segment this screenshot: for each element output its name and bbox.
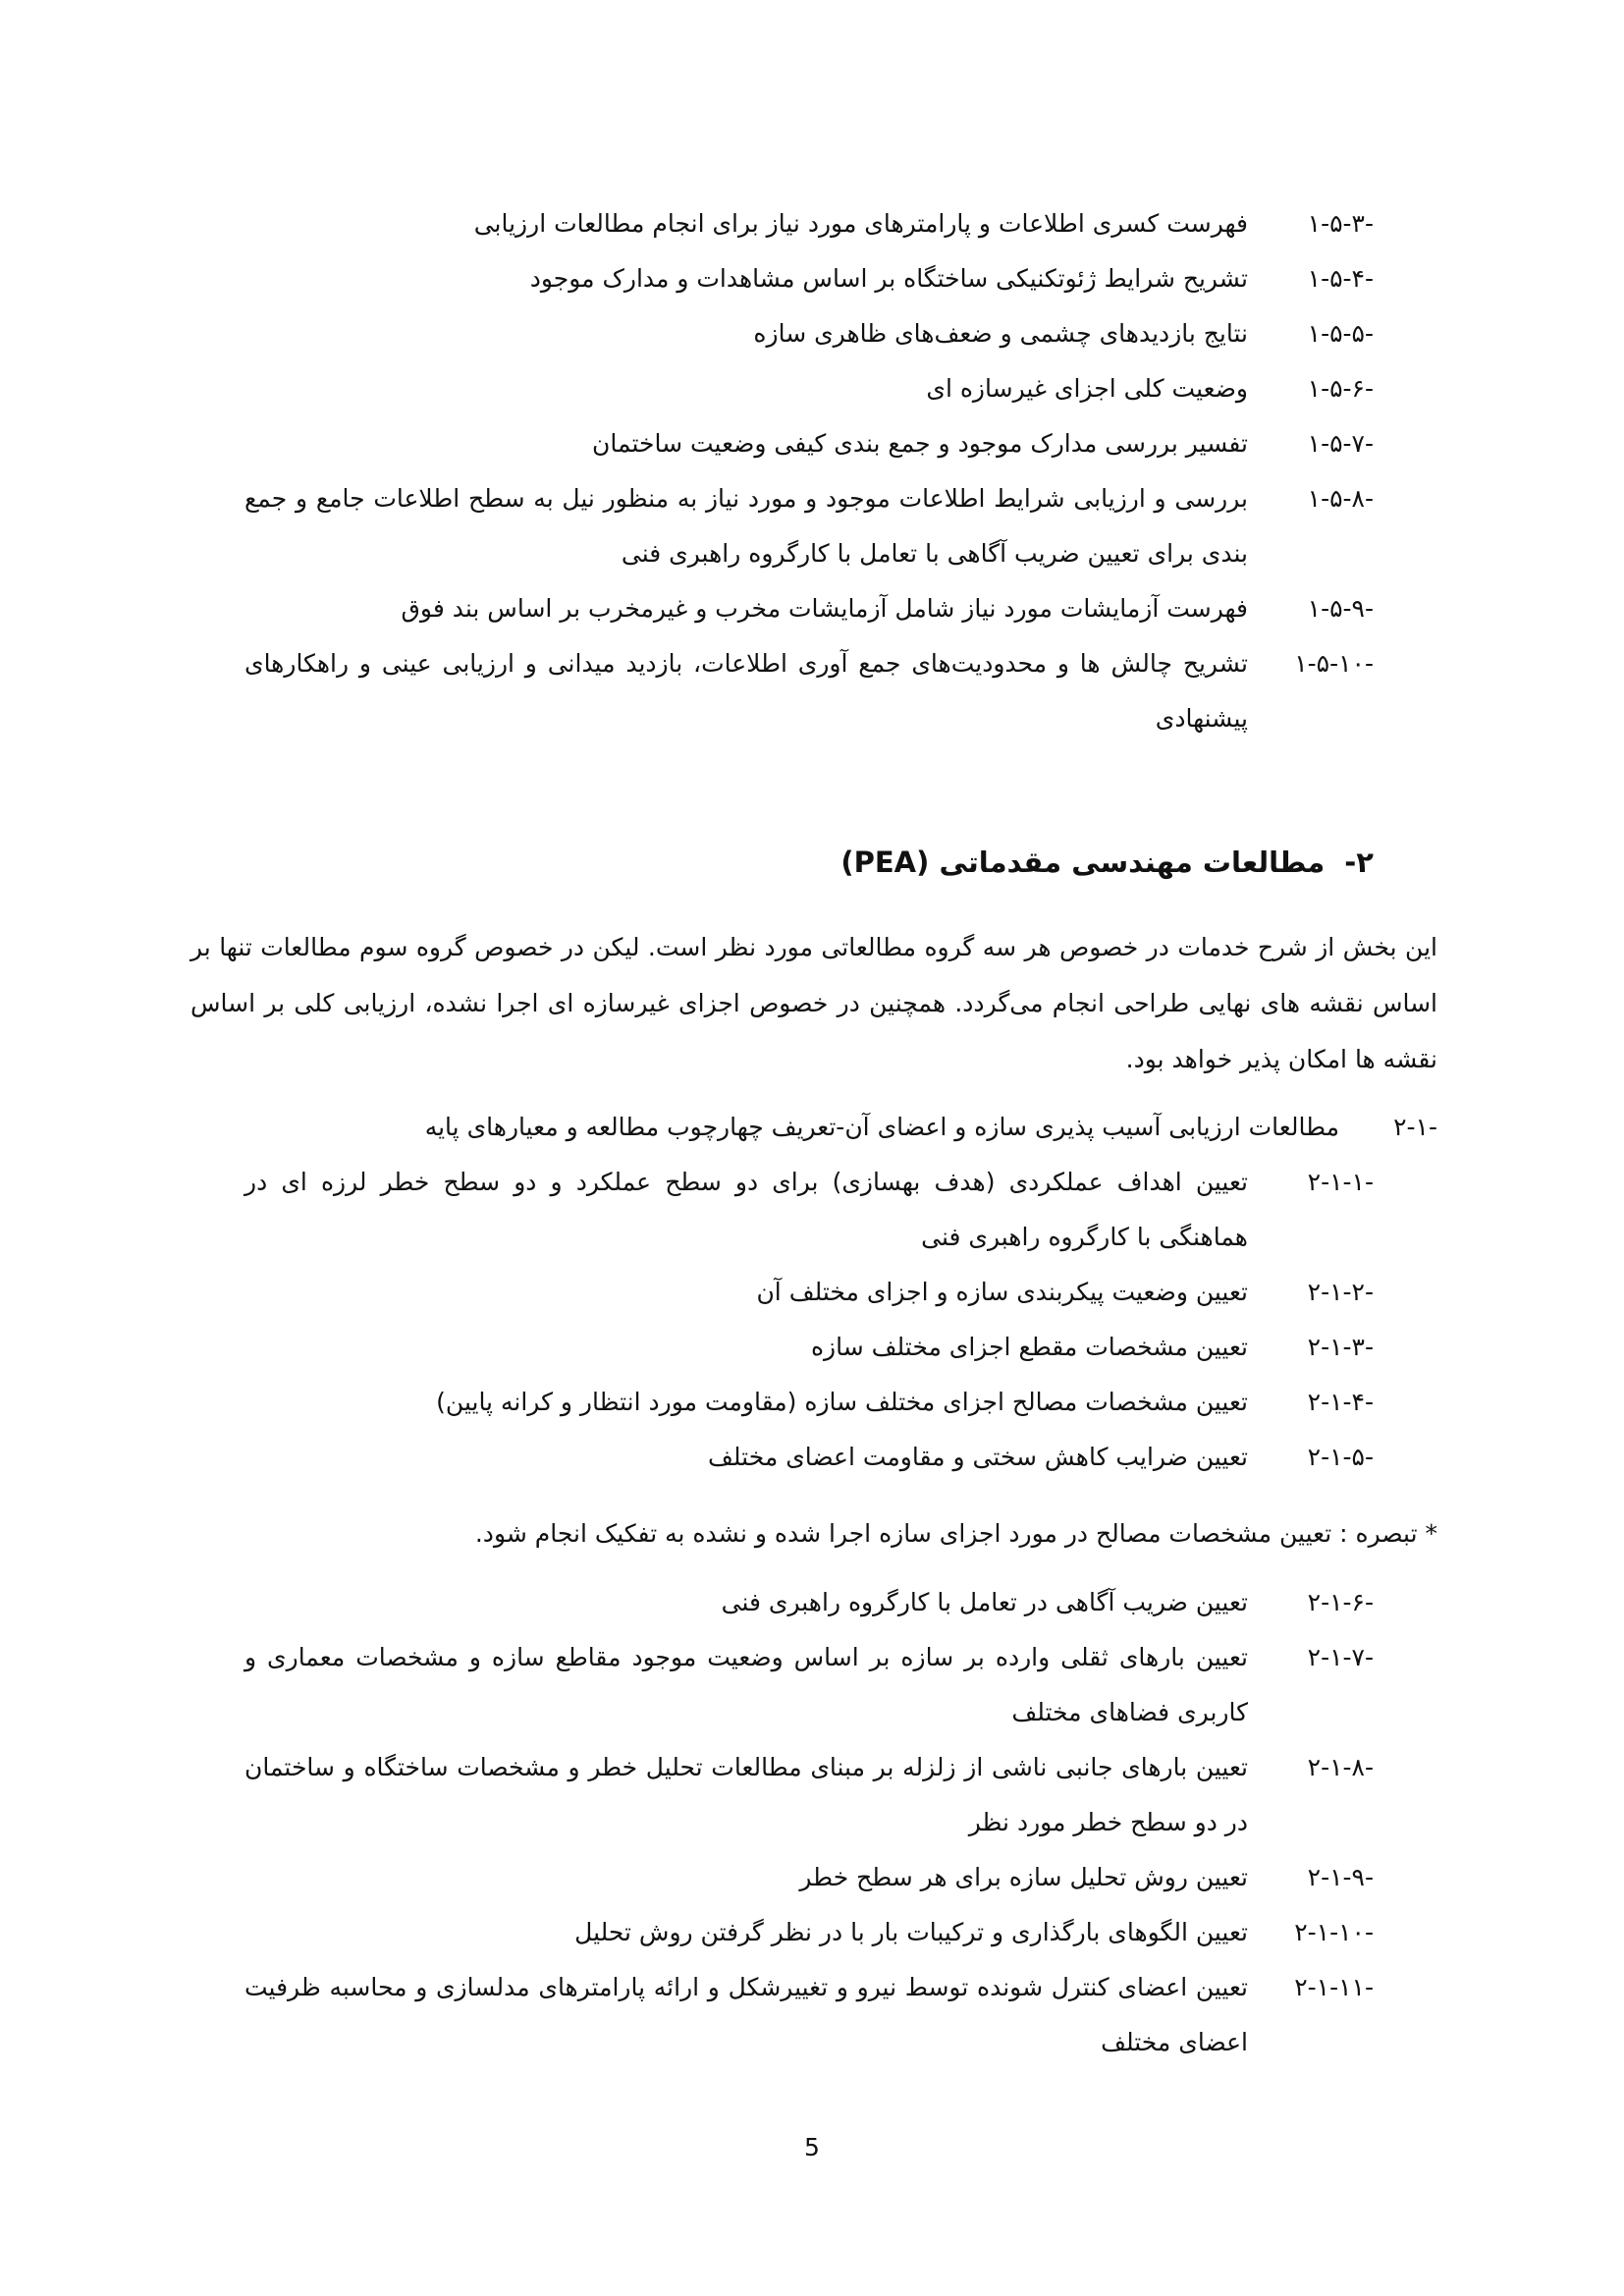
list-item-text: وضعیت کلی اجزای غیرسازه ای	[926, 374, 1248, 403]
list-1-5	[244, 196, 1374, 746]
list-item	[244, 1960, 1374, 2070]
list-item-number: ۱-۵-۱۰-	[1294, 649, 1374, 678]
note: * تبصره : تعیین مشخصات مصالح در مورد اجزای سازه اجرا شده و نشده به تفکیک انجام شود.	[474, 1519, 1437, 1548]
list-item-text: بررسی و ارزیابی شرایط اطلاعات موجود و مورد نیاز به منظور نیل به سطح اطلاعات جامع و جمع بندی برای تعیین ضریب آگاهی با تعامل با کارگروه راهبری فنی	[244, 484, 1248, 568]
list-item-number: ۱-۵-۵-	[1307, 319, 1374, 348]
list-item-text: فهرست آزمایشات مورد نیاز شامل آزمایشات مخرب و غیرمخرب بر اساس بند فوق	[401, 594, 1248, 623]
list-2-1-a	[244, 1155, 1374, 1485]
list-item	[244, 306, 1374, 361]
list-item-number: ۱-۵-۸-	[1307, 484, 1374, 513]
list-item-number: ۱-۵-۷-	[1307, 429, 1374, 458]
list-item	[244, 1375, 1374, 1430]
list-item-text: تعیین ضرایب کاهش سختی و مقاومت اعضای مختلف	[708, 1443, 1248, 1471]
list-item-text: تعیین مشخصات مقطع اجزای مختلف سازه	[810, 1333, 1248, 1361]
list-item-text: تعیین اعضای کنترل شونده توسط نیرو و تغییرشکل و ارائه پارامترهای مدلسازی و محاسبه ظرفیت اعضای مختلف	[244, 1973, 1248, 2056]
list-item-text: تشریح شرایط ژئوتکنیکی ساختگاه بر اساس مشاهدات و مدارک موجود	[529, 264, 1248, 293]
list-item-number: ۲-۱-۱۰-	[1294, 1918, 1374, 1946]
list-item-number: ۲-۱-۵-	[1307, 1443, 1374, 1471]
section-2-intro: این بخش از شرح خدمات در خصوص هر سه گروه مطالعاتی مورد نظر است. لیکن در خصوص گروه سوم مطالعات تنها بر اساس نقشه های نهایی طراحی انجام می‌گردد. همچنین در خصوص اجزای غیرسازه ای اجرا نشده، ارزیابی کلی بر اساس نقشه ها امکان پذیر خواهد بود.	[190, 933, 1437, 1073]
list-item	[244, 1905, 1374, 1960]
list-item-number: ۲-۱-۷-	[1307, 1643, 1374, 1671]
list-item-text: تفسیر بررسی مدارک موجود و جمع بندی کیفی وضعیت ساختمان	[592, 429, 1248, 458]
list-item-text: تعیین وضعیت پیکربندی سازه و اجزای مختلف آن	[756, 1278, 1248, 1306]
list-item-text: مطالعات ارزیابی آسیب پذیری سازه و اعضای آن-تعریف چهارچوب مطالعه و معیارهای پایه	[424, 1113, 1339, 1141]
list-item-text: تعیین بارهای جانبی ناشی از زلزله بر مبنای مطالعات تحلیل خطر و مشخصات ساختگاه و ساختمان در دو سطح خطر مورد نظر	[244, 1753, 1248, 1836]
section-2-number: ۲-	[1344, 846, 1374, 879]
list-item	[244, 251, 1374, 306]
list-item-number: ۲-۱-۲-	[1307, 1278, 1374, 1306]
list-item-number: ۲-۱-	[1393, 1113, 1437, 1141]
section-2-title: مطالعات مهندسی مقدماتی (PEA)	[840, 846, 1326, 879]
list-item-text: تعیین الگوهای بارگذاری و ترکیبات بار با در نظر گرفتن روش تحلیل	[574, 1918, 1248, 1946]
list-item-number: ۱-۵-۴-	[1307, 264, 1374, 293]
list-item-number: ۱-۵-۹-	[1307, 594, 1374, 623]
list-item-text: تعیین روش تحلیل سازه برای هر سطح خطر	[799, 1863, 1248, 1891]
list-item	[244, 1740, 1374, 1850]
list-item-text: تعیین مشخصات مصالح اجزای مختلف سازه (مقاومت مورد انتظار و کرانه پایین)	[436, 1388, 1248, 1416]
list-item	[244, 1575, 1374, 1630]
list-item	[244, 471, 1374, 581]
list-item-number: ۲-۱-۳-	[1307, 1333, 1374, 1361]
list-item	[244, 416, 1374, 471]
list-item-number: ۲-۱-۶-	[1307, 1588, 1374, 1616]
list-item	[244, 581, 1374, 636]
list-item	[244, 196, 1374, 251]
list-item	[244, 1630, 1374, 1740]
list-item-text: تشریح چالش ها و محدودیت‌های جمع آوری اطلاعات، بازدید میدانی و ارزیابی عینی و راهکارهای پیشنهادی	[244, 649, 1248, 733]
list-2-1-b	[244, 1575, 1374, 2070]
list-item	[244, 361, 1374, 416]
list-item-number: ۱-۵-۳-	[1307, 209, 1374, 238]
list-item-number: ۲-۱-۱۱-	[1294, 1973, 1374, 2001]
list-item	[244, 1430, 1374, 1485]
list-item-number: ۲-۱-۹-	[1307, 1863, 1374, 1891]
list-item-text: تعیین اهداف عملکردی (هدف بهسازی) برای دو سطح عملکرد و دو سطح خطر لرزه ای در هماهنگی با کارگروه راهبری فنی	[244, 1168, 1248, 1251]
section-2-1-heading	[190, 1100, 1437, 1155]
list-item-number: ۲-۱-۱-	[1307, 1168, 1374, 1196]
list-item	[244, 1155, 1374, 1265]
list-item	[244, 636, 1374, 746]
section-2-heading	[195, 835, 1374, 890]
list-item-text: تعیین ضریب آگاهی در تعامل با کارگروه راهبری فنی	[721, 1588, 1248, 1616]
list-item-number: ۲-۱-۴-	[1307, 1388, 1374, 1416]
list-item-text: فهرست کسری اطلاعات و پارامترهای مورد نیاز برای انجام مطالعات ارزیابی	[473, 209, 1248, 238]
list-item-number: ۱-۵-۶-	[1307, 374, 1374, 403]
list-item-text: نتایج بازدیدهای چشمی و ضعف‌های ظاهری سازه	[753, 319, 1248, 348]
list-item	[244, 1850, 1374, 1905]
list-item	[244, 1265, 1374, 1320]
list-item-text: تعیین بارهای ثقلی وارده بر سازه بر اساس وضعیت موجود مقاطع سازه و مشخصات معماری و کاربری فضاهای مختلف	[244, 1643, 1248, 1726]
page-number: 5	[804, 2133, 820, 2161]
list-item-number: ۲-۱-۸-	[1307, 1753, 1374, 1781]
list-item	[244, 1320, 1374, 1375]
